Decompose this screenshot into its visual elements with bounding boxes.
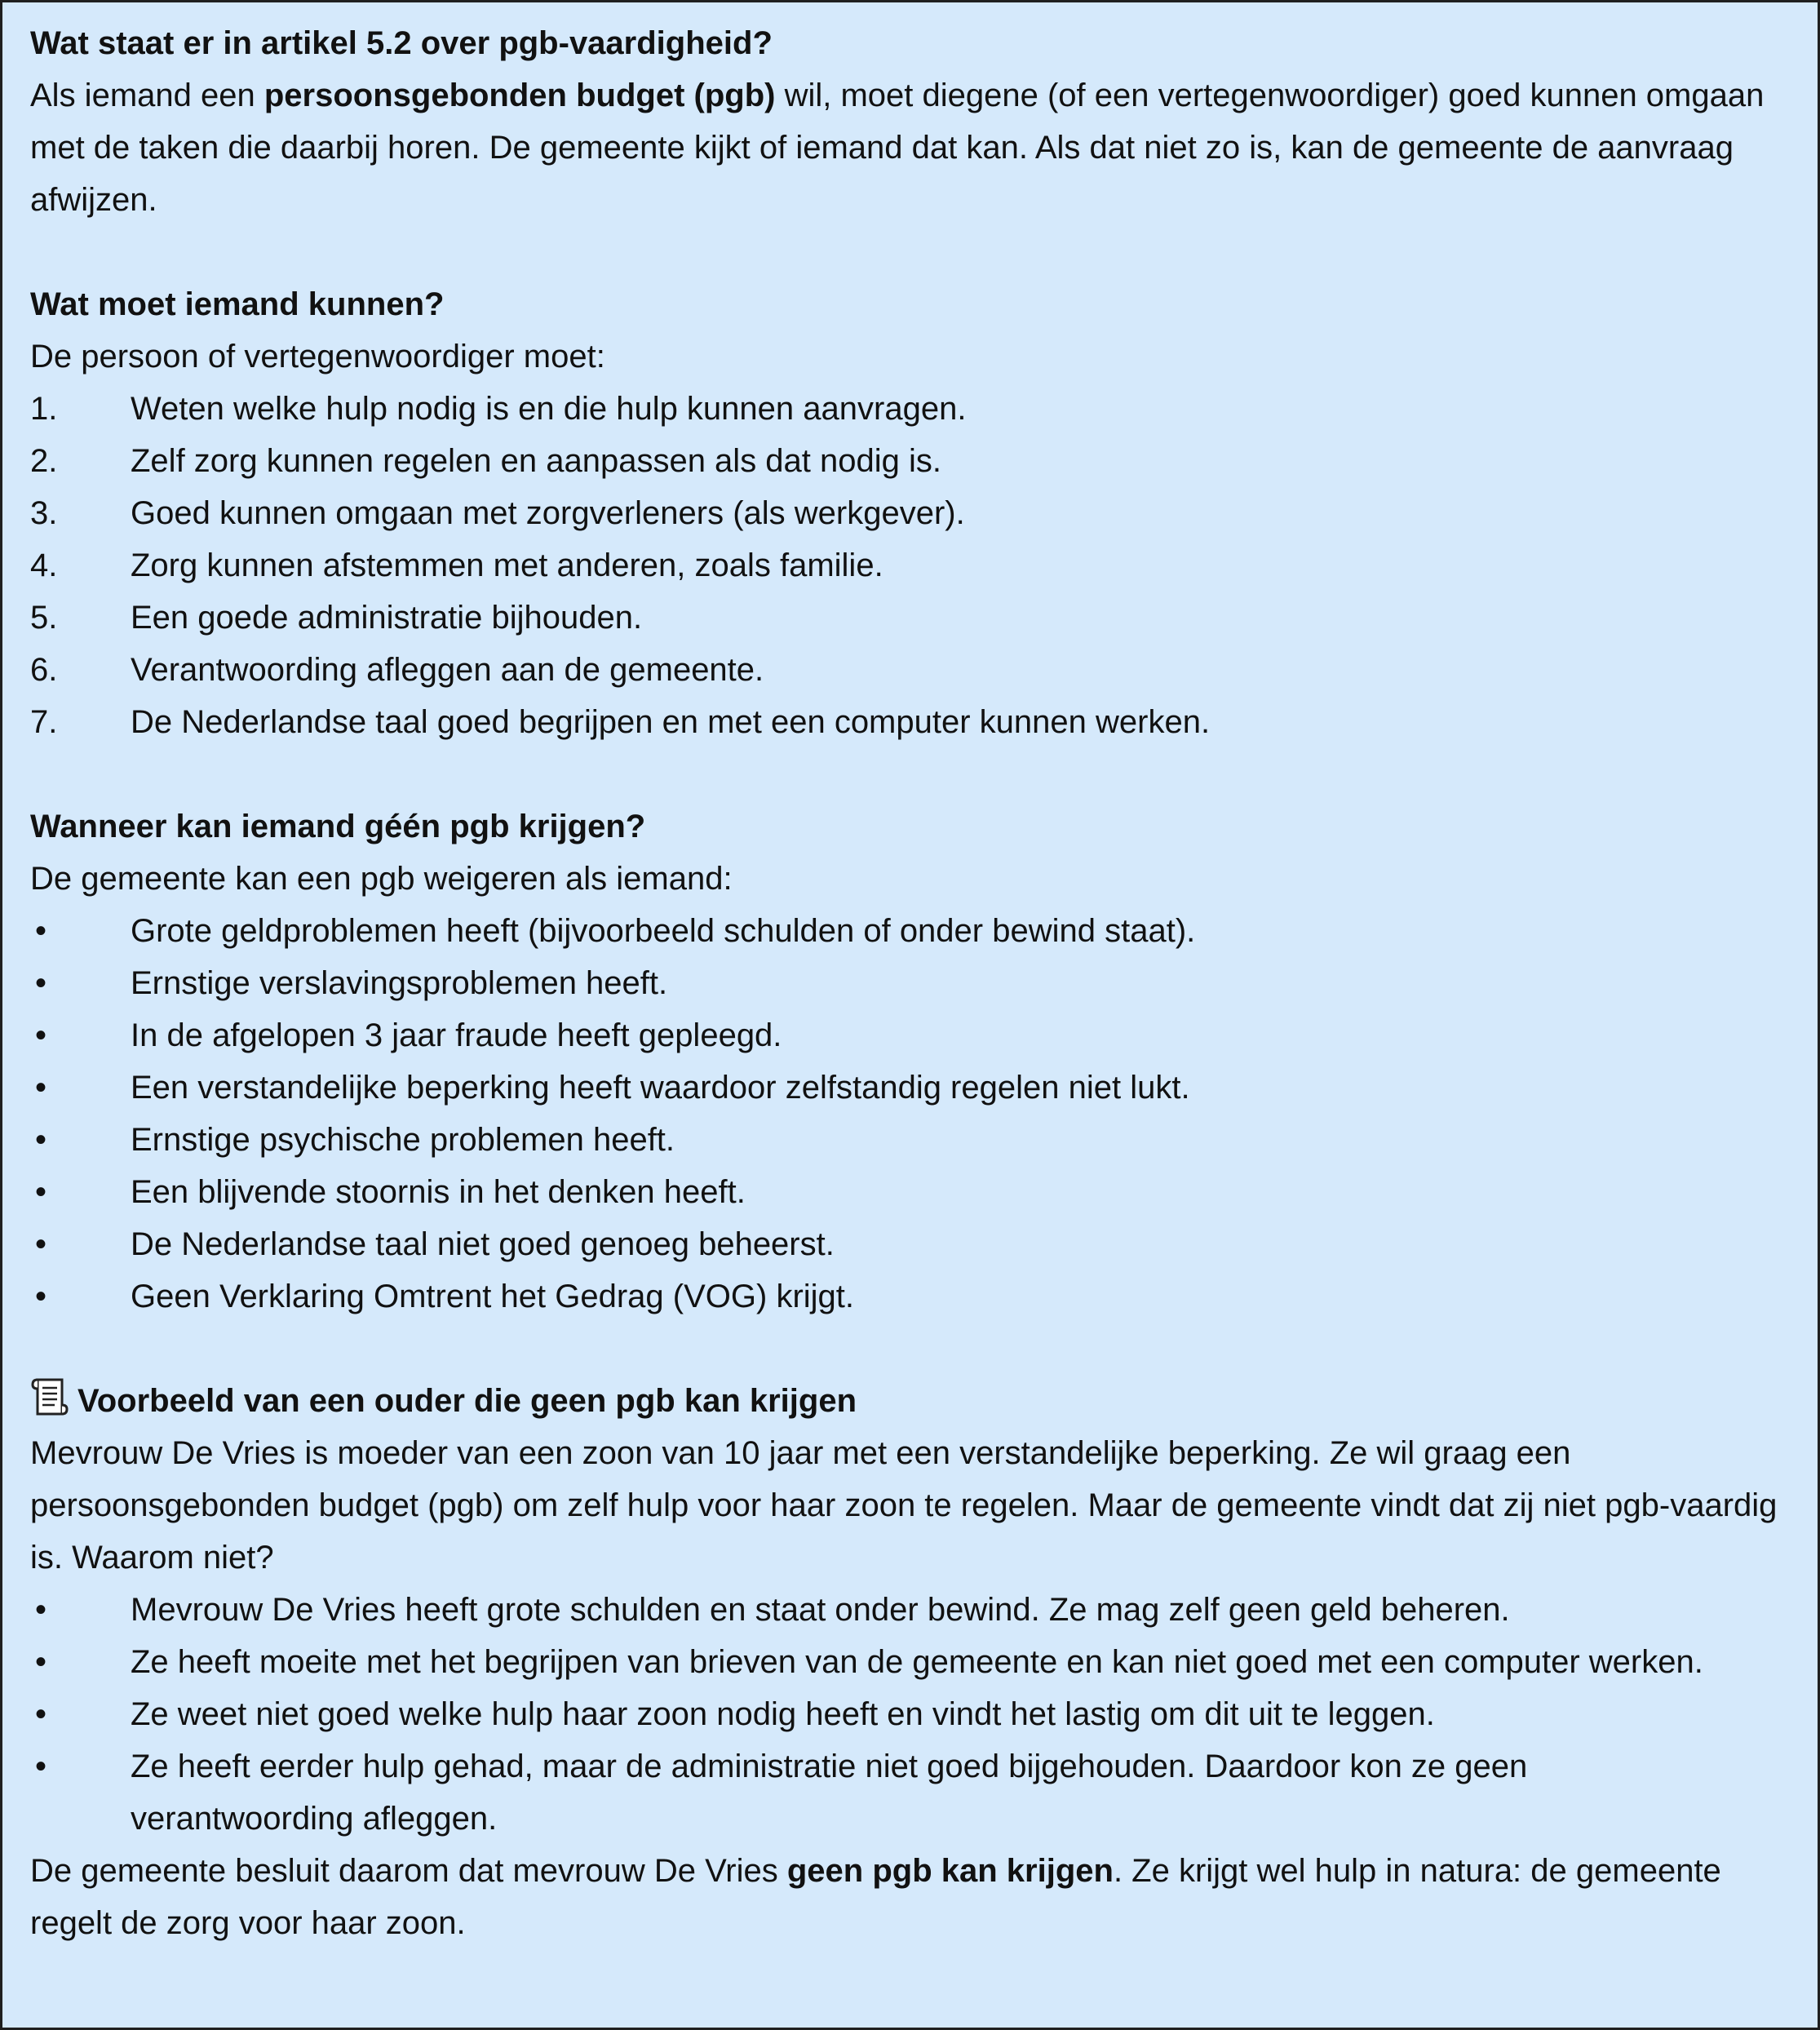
list-item	[30, 383, 1793, 435]
list-item-text: Ernstige psychische problemen heeft.	[131, 1122, 675, 1158]
section2-numbered-list	[30, 383, 1793, 748]
list-number: 6.	[30, 652, 58, 688]
section1-text-after: wil, moet diegene (of een vertegenwoordiger) goed kunnen omgaan met de taken die daarbij horen. De gemeente kijkt of iemand dat kan. Als dat niet zo is, kan de gemeente de aanvraag afwijzen.	[30, 78, 1765, 218]
list-item-text: Een verstandelijke beperking heeft waardoor zelfstandig regelen niet lukt.	[131, 1070, 1190, 1106]
list-item	[30, 1270, 1793, 1323]
list-item-text: Zorg kunnen afstemmen met anderen, zoals familie.	[131, 547, 883, 583]
section1-paragraph	[30, 69, 1797, 226]
list-item-text: Ernstige verslavingsproblemen heeft.	[131, 965, 668, 1001]
section2-intro: De persoon of vertegenwoordiger moet:	[30, 339, 605, 375]
list-item	[30, 1636, 1793, 1688]
section3-heading: Wanneer kan iemand géén pgb krijgen?	[30, 809, 646, 844]
list-item	[30, 1688, 1793, 1740]
bullet-icon: •	[35, 1122, 47, 1158]
list-item	[30, 1584, 1793, 1636]
list-number: 5.	[30, 600, 58, 636]
list-item-text: De Nederlandse taal goed begrijpen en met een computer kunnen werken.	[131, 704, 1211, 740]
spacer	[30, 748, 1793, 800]
scroll-icon	[30, 1376, 69, 1418]
list-item	[30, 1740, 1793, 1845]
list-item	[30, 644, 1793, 696]
list-item-text: Ze heeft eerder hulp gehad, maar de administratie niet goed bijgehouden. Daardoor kon ze geen verantwoording afleggen.	[131, 1749, 1528, 1837]
bullet-icon: •	[35, 1592, 47, 1628]
spacer	[30, 226, 1793, 278]
list-item	[30, 1009, 1793, 1062]
section4-heading-row	[30, 1375, 1793, 1427]
list-item	[30, 592, 1793, 644]
list-item-text: Grote geldproblemen heeft (bijvoorbeeld schulden of onder bewind staat).	[131, 913, 1196, 949]
bullet-icon: •	[35, 1017, 47, 1053]
conclusion-bold-term: geen pgb kan krijgen	[786, 1853, 1114, 1889]
list-item-text: De Nederlandse taal niet goed genoeg beheerst.	[131, 1226, 835, 1262]
list-number: 7.	[30, 704, 58, 740]
list-item-text: Weten welke hulp nodig is en die hulp kunnen aanvragen.	[131, 391, 967, 427]
section4-intro: Mevrouw De Vries is moeder van een zoon van 10 jaar met een verstandelijke beperking. Ze wil graag een persoonsgebonden budget (pgb) om zelf hulp voor haar zoon te regelen. Maar de gemeente vindt dat zij niet pgb-vaardig is. Waarom niet?	[30, 1435, 1778, 1576]
bullet-icon: •	[35, 1174, 47, 1210]
list-item	[30, 487, 1793, 539]
list-item-text: Geen Verklaring Omtrent het Gedrag (VOG) krijgt.	[131, 1279, 855, 1314]
list-number: 3.	[30, 495, 58, 531]
list-number: 4.	[30, 547, 58, 583]
list-item-text: Zelf zorg kunnen regelen en aanpassen als dat nodig is.	[131, 443, 942, 479]
list-item	[30, 435, 1793, 487]
list-number: 2.	[30, 443, 58, 479]
section3-bullet-list	[30, 905, 1793, 1323]
section1-text-before: Als iemand een	[30, 78, 264, 113]
bullet-icon: •	[35, 965, 47, 1001]
list-item	[30, 1062, 1793, 1114]
section4-heading: Voorbeeld van een ouder die geen pgb kan krijgen	[77, 1383, 857, 1419]
list-item	[30, 696, 1793, 748]
conclusion-text-after: . Ze krijgt wel hulp in natura: de gemeente regelt de zorg voor haar zoon.	[30, 1853, 1721, 1941]
section4-bullet-list	[30, 1584, 1793, 1845]
list-item	[30, 1166, 1793, 1218]
bullet-icon: •	[35, 1070, 47, 1106]
list-number: 1.	[30, 391, 58, 427]
bullet-icon: •	[35, 1696, 47, 1732]
conclusion-text-before: De gemeente besluit daarom dat mevrouw De Vries	[30, 1853, 787, 1889]
list-item	[30, 957, 1793, 1009]
section2-heading: Wat moet iemand kunnen?	[30, 286, 445, 322]
list-item-text: Een goede administratie bijhouden.	[131, 600, 643, 636]
list-item	[30, 905, 1793, 957]
list-item-text: Ze heeft moeite met het begrijpen van brieven van de gemeente en kan niet goed met een computer werken.	[131, 1644, 1703, 1680]
spacer	[30, 1323, 1793, 1375]
bullet-icon: •	[35, 913, 47, 949]
list-item	[30, 1218, 1793, 1270]
list-item-text: Mevrouw De Vries heeft grote schulden en staat onder bewind. Ze mag zelf geen geld beheren.	[131, 1592, 1510, 1628]
list-item	[30, 1114, 1793, 1166]
bullet-icon: •	[35, 1279, 47, 1314]
section3-intro: De gemeente kan een pgb weigeren als iemand:	[30, 861, 733, 897]
list-item-text: Een blijvende stoornis in het denken heeft.	[131, 1174, 746, 1210]
bullet-icon: •	[35, 1749, 47, 1784]
list-item-text: Verantwoording afleggen aan de gemeente.	[131, 652, 764, 688]
section1-heading: Wat staat er in artikel 5.2 over pgb-vaardigheid?	[30, 25, 773, 61]
list-item-text: Ze weet niet goed welke hulp haar zoon nodig heeft en vindt het lastig om dit uit te leggen.	[131, 1696, 1435, 1732]
section1-bold-term: persoonsgebonden budget (pgb)	[263, 78, 776, 113]
list-item-text: In de afgelopen 3 jaar fraude heeft gepleegd.	[131, 1017, 782, 1053]
section4-conclusion	[30, 1845, 1797, 1949]
bullet-icon: •	[35, 1644, 47, 1680]
list-item	[30, 539, 1793, 592]
list-item-text: Goed kunnen omgaan met zorgverleners (als werkgever).	[131, 495, 965, 531]
bullet-icon: •	[35, 1226, 47, 1262]
